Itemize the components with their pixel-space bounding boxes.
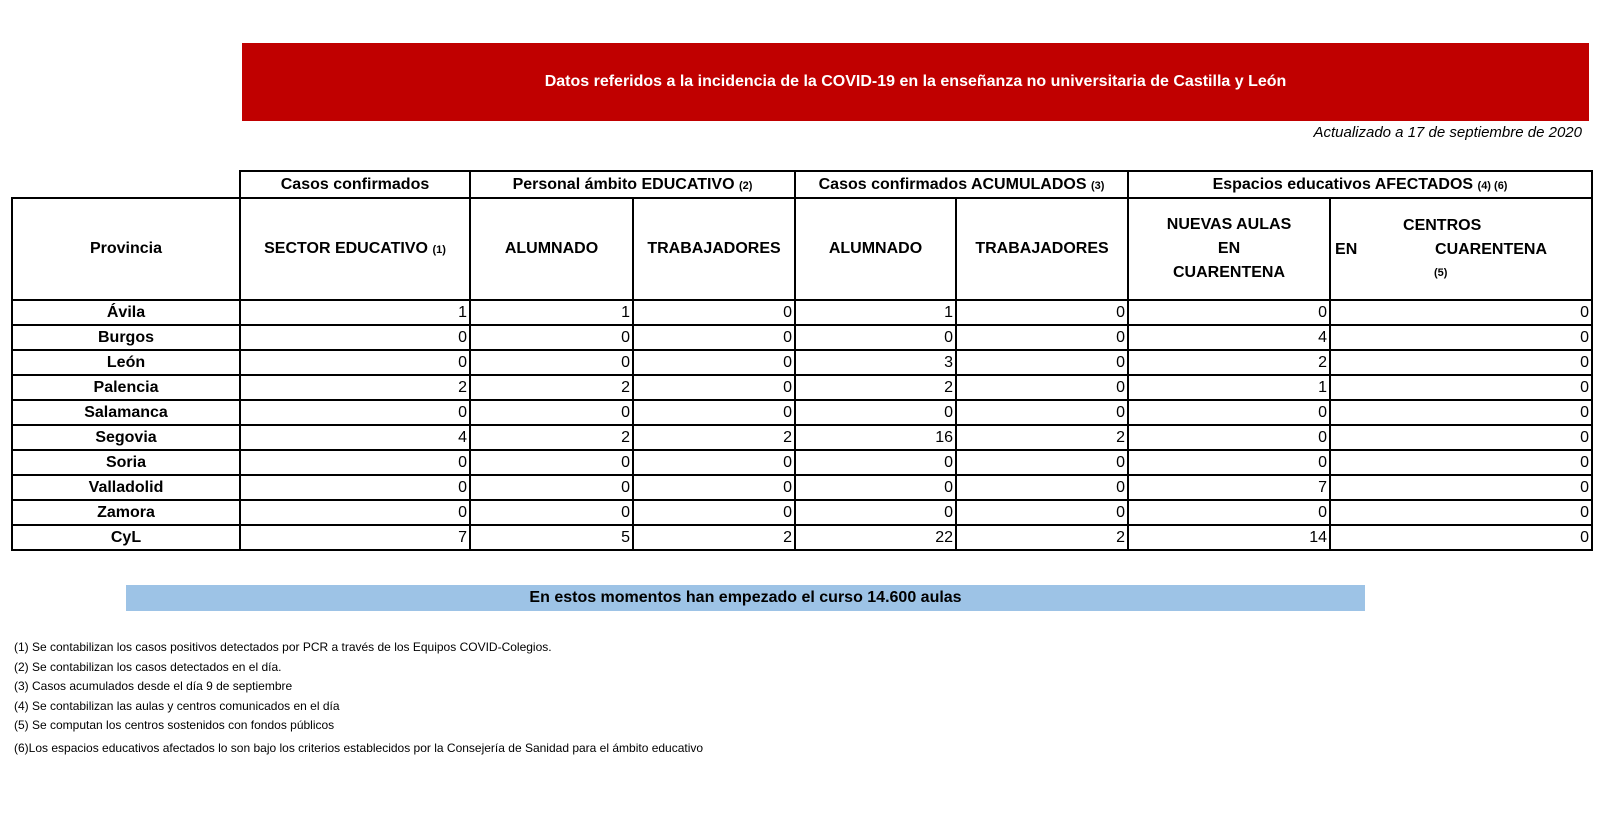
cell-sector: 0 — [240, 475, 470, 500]
footnote: (5) Se computan los centros sostenidos con fondos públicos — [14, 718, 335, 732]
page-title: Datos referidos a la incidencia de la COVID-19 en la enseñanza no universitaria de Castilla y León — [544, 73, 1287, 90]
cell-provincia: Palencia — [12, 375, 240, 400]
cell-provincia: Zamora — [12, 500, 240, 525]
info-bar-text: En estos momentos han empezado el curso 14.600 aulas — [529, 589, 962, 606]
table-row — [12, 325, 1592, 350]
cell-trabajadores: 0 — [633, 500, 795, 525]
cell-aulas: 4 — [1128, 325, 1330, 350]
table-row — [12, 525, 1592, 550]
group-personal-educativo-label: Personal ámbito EDUCATIVO — [512, 175, 735, 193]
cell-alumnado: 0 — [470, 400, 633, 425]
cell-centros: 0 — [1330, 450, 1592, 475]
title-banner — [242, 43, 1589, 121]
cell-trabajadores: 0 — [633, 325, 795, 350]
cell-trabajadores-acum: 0 — [956, 500, 1128, 525]
group-personal-educativo-note: (2) — [738, 179, 753, 192]
cell-provincia: Valladolid — [12, 475, 240, 500]
cell-trabajadores: 0 — [633, 450, 795, 475]
footnote: (1) Se contabilizan los casos positivos detectados por PCR a través de los Equipos COVID-Colegios. — [14, 640, 552, 654]
cell-aulas: 0 — [1128, 500, 1330, 525]
cell-alumnado-acum: 16 — [795, 425, 956, 450]
cell-sector: 1 — [240, 300, 470, 325]
col-trabajadores-acumulado: TRABAJADORES — [956, 198, 1128, 300]
col-trabajadores: TRABAJADORES — [633, 198, 795, 300]
cell-sector: 7 — [240, 525, 470, 550]
group-header-row — [12, 171, 1592, 198]
cell-alumnado-acum: 0 — [795, 475, 956, 500]
cell-trabajadores: 0 — [633, 300, 795, 325]
cell-trabajadores-acum: 0 — [956, 300, 1128, 325]
cell-aulas: 7 — [1128, 475, 1330, 500]
col-centros-cuarentena — [1330, 198, 1592, 300]
cell-provincia: Burgos — [12, 325, 240, 350]
cell-aulas: 0 — [1128, 300, 1330, 325]
table-row — [12, 475, 1592, 500]
col-sector-educativo — [240, 198, 470, 300]
col-nuevas-aulas — [1128, 198, 1330, 300]
col-centros-line2: CUARENTENA — [1435, 241, 1548, 258]
cell-trabajadores-acum: 0 — [956, 350, 1128, 375]
cell-sector: 0 — [240, 350, 470, 375]
col-centros-note: (5) — [1434, 267, 1448, 279]
column-header-row — [12, 198, 1592, 300]
cell-alumnado-acum: 0 — [795, 500, 956, 525]
group-casos-confirmados — [240, 171, 470, 198]
table-row — [12, 400, 1592, 425]
col-nuevas-aulas-line2: EN — [1217, 240, 1241, 257]
table-row — [12, 450, 1592, 475]
empty-corner — [12, 171, 240, 198]
cell-alumnado: 2 — [470, 375, 633, 400]
col-nuevas-aulas-line3: CUARENTENA — [1173, 264, 1285, 281]
cell-sector: 2 — [240, 375, 470, 400]
cell-centros: 0 — [1330, 525, 1592, 550]
group-espacios-afectados — [1128, 171, 1592, 198]
cell-alumnado: 1 — [470, 300, 633, 325]
table-row — [12, 350, 1592, 375]
covid-education-table — [11, 170, 1593, 551]
cell-provincia: Soria — [12, 450, 240, 475]
cell-alumnado: 0 — [470, 350, 633, 375]
cell-trabajadores: 0 — [633, 375, 795, 400]
table-row — [12, 500, 1592, 525]
cell-trabajadores-acum: 0 — [956, 475, 1128, 500]
cell-centros: 0 — [1330, 325, 1592, 350]
cell-alumnado-acum: 3 — [795, 350, 956, 375]
cell-sector: 0 — [240, 500, 470, 525]
cell-sector: 0 — [240, 450, 470, 475]
cell-centros: 0 — [1330, 350, 1592, 375]
cell-alumnado: 2 — [470, 425, 633, 450]
cell-trabajadores: 2 — [633, 425, 795, 450]
cell-trabajadores-acum: 0 — [956, 375, 1128, 400]
cell-alumnado-acum: 0 — [795, 450, 956, 475]
cell-provincia: Ávila — [12, 300, 240, 325]
col-sector-educativo-note: (1) — [432, 244, 446, 256]
cell-alumnado: 0 — [470, 450, 633, 475]
cell-aulas: 2 — [1128, 350, 1330, 375]
cell-alumnado: 0 — [470, 325, 633, 350]
footnote: (6)Los espacios educativos afectados lo son bajo los criterios establecidos por la Consejería de Sanidad para el ámbito educativo — [14, 740, 704, 755]
cell-sector: 0 — [240, 325, 470, 350]
group-personal-educativo — [470, 171, 795, 198]
cell-trabajadores: 0 — [633, 400, 795, 425]
cell-aulas: 0 — [1128, 450, 1330, 475]
cell-trabajadores: 0 — [633, 475, 795, 500]
col-provincia: Provincia — [12, 198, 240, 300]
cell-alumnado-acum: 2 — [795, 375, 956, 400]
cell-aulas: 0 — [1128, 400, 1330, 425]
cell-alumnado-acum: 0 — [795, 400, 956, 425]
cell-alumnado: 0 — [470, 500, 633, 525]
footnote: (2) Se contabilizan los casos detectados en el día. — [14, 659, 282, 674]
cell-alumnado: 0 — [470, 475, 633, 500]
col-nuevas-aulas-label — [1167, 213, 1291, 285]
cell-alumnado-acum: 1 — [795, 300, 956, 325]
cell-trabajadores: 0 — [633, 350, 795, 375]
table-row — [12, 300, 1592, 325]
footnote: (3) Casos acumulados desde el día 9 de septiembre — [14, 679, 293, 693]
col-centros-en: EN — [1335, 241, 1358, 258]
cell-alumnado-acum: 0 — [795, 325, 956, 350]
cell-centros: 0 — [1330, 375, 1592, 400]
footnote: (4) Se contabilizan las aulas y centros comunicados en el día — [14, 698, 340, 713]
table-row — [12, 425, 1592, 450]
group-espacios-afectados-note: (4) (6) — [1477, 179, 1508, 192]
cell-provincia: CyL — [12, 525, 240, 550]
cell-centros: 0 — [1330, 500, 1592, 525]
group-acumulados-note: (3) — [1090, 179, 1105, 192]
footnotes — [14, 638, 703, 758]
col-sector-educativo-label: SECTOR EDUCATIVO — [264, 240, 428, 257]
cell-trabajadores: 2 — [633, 525, 795, 550]
group-espacios-afectados-label: Espacios educativos AFECTADOS — [1212, 175, 1474, 193]
cell-trabajadores-acum: 0 — [956, 325, 1128, 350]
cell-trabajadores-acum: 2 — [956, 425, 1128, 450]
col-nuevas-aulas-line1: NUEVAS AULAS — [1166, 216, 1292, 233]
cell-provincia: León — [12, 350, 240, 375]
cell-aulas: 1 — [1128, 375, 1330, 400]
cell-centros: 0 — [1330, 425, 1592, 450]
cell-trabajadores-acum: 2 — [956, 525, 1128, 550]
cell-centros: 0 — [1330, 475, 1592, 500]
col-centros-line1: CENTROS — [1403, 217, 1482, 234]
cell-centros: 0 — [1330, 300, 1592, 325]
cell-trabajadores-acum: 0 — [956, 450, 1128, 475]
updated-date: Actualizado a 17 de septiembre de 2020 — [1313, 124, 1582, 141]
table-row — [12, 375, 1592, 400]
cell-sector: 4 — [240, 425, 470, 450]
cell-trabajadores-acum: 0 — [956, 400, 1128, 425]
group-acumulados — [795, 171, 1128, 198]
cell-provincia: Segovia — [12, 425, 240, 450]
cell-alumnado: 5 — [470, 525, 633, 550]
col-alumnado: ALUMNADO — [470, 198, 633, 300]
cell-centros: 0 — [1330, 400, 1592, 425]
cell-aulas: 14 — [1128, 525, 1330, 550]
cell-sector: 0 — [240, 400, 470, 425]
cell-alumnado-acum: 22 — [795, 525, 956, 550]
info-bar — [126, 585, 1365, 611]
group-casos-confirmados-label: Casos confirmados — [280, 175, 430, 193]
col-alumnado-acumulado: ALUMNADO — [795, 198, 956, 300]
group-acumulados-label: Casos confirmados ACUMULADOS — [818, 175, 1087, 193]
cell-aulas: 0 — [1128, 425, 1330, 450]
cell-provincia: Salamanca — [12, 400, 240, 425]
table-body — [12, 300, 1592, 550]
